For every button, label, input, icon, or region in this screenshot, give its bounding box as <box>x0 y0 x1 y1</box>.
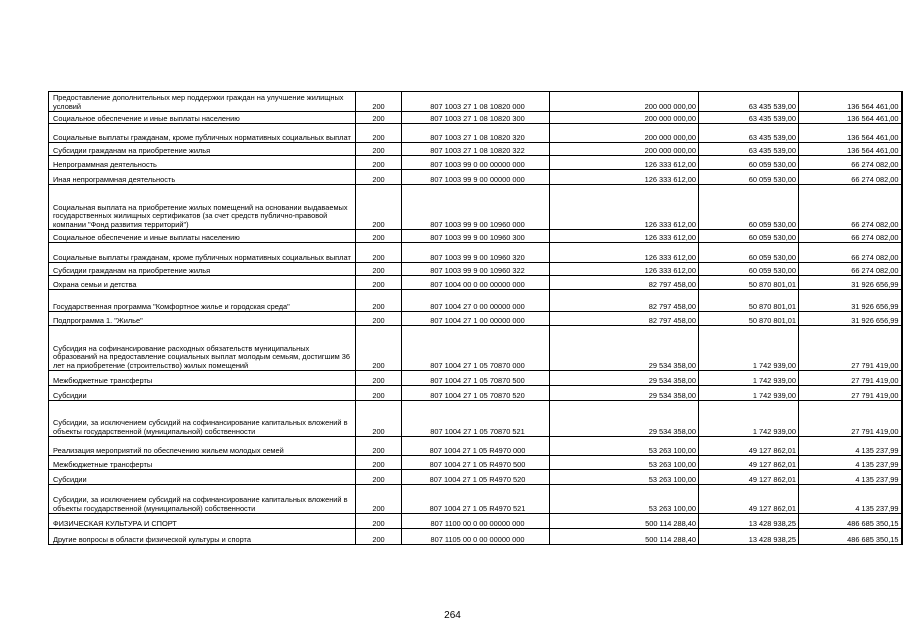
row-approved-amount-cell: 53 263 100,00 <box>550 485 699 514</box>
row-approved-amount-cell: 82 797 458,00 <box>550 312 699 326</box>
row-classification-code-cell: 807 1004 27 1 05 70870 520 <box>402 386 550 401</box>
row-approved-amount-cell: 126 333 612,00 <box>550 243 699 263</box>
row-classification-code-cell: 807 1004 27 1 05 R4970 520 <box>402 470 550 485</box>
row-name-cell: Межбюджетные трансферты <box>49 456 356 470</box>
row-name-cell: Субсидии <box>49 386 356 401</box>
row-name-cell: Реализация мероприятий по обеспечению жильем молодых семей <box>49 437 356 456</box>
table-row <box>49 485 902 514</box>
table-row <box>49 92 902 112</box>
row-unexecuted-amount-cell: 66 274 082,00 <box>799 263 902 276</box>
row-code-cell: 200 <box>356 401 402 437</box>
row-approved-amount-cell: 500 114 288,40 <box>550 529 699 545</box>
row-name-cell: Социальное обеспечение и иные выплаты населению <box>49 112 356 124</box>
row-code-cell: 200 <box>356 529 402 545</box>
row-unexecuted-amount-cell: 27 791 419,00 <box>799 371 902 386</box>
row-name-cell: Субсидии гражданам на приобретение жилья <box>49 263 356 276</box>
row-classification-code-cell: 807 1003 99 9 00 10960 322 <box>402 263 550 276</box>
row-unexecuted-amount-cell: 4 135 237,99 <box>799 470 902 485</box>
row-name-cell: Субсидии, за исключением субсидий на софинансирование капитальных вложений в объекты государственной (муниципальной) собственности <box>49 485 356 514</box>
row-code-cell: 200 <box>356 326 402 371</box>
row-classification-code-cell: 807 1003 27 1 08 10820 320 <box>402 124 550 143</box>
row-unexecuted-amount-cell: 66 274 082,00 <box>799 185 902 230</box>
table-row <box>49 437 902 456</box>
row-approved-amount-cell: 82 797 458,00 <box>550 276 699 290</box>
row-classification-code-cell: 807 1004 27 1 05 R4970 521 <box>402 485 550 514</box>
row-approved-amount-cell: 500 114 288,40 <box>550 514 699 529</box>
row-approved-amount-cell: 200 000 000,00 <box>550 124 699 143</box>
row-classification-code-cell: 807 1003 27 1 08 10820 300 <box>402 112 550 124</box>
row-classification-code-cell: 807 1004 27 1 05 70870 500 <box>402 371 550 386</box>
row-approved-amount-cell: 126 333 612,00 <box>550 170 699 185</box>
row-approved-amount-cell: 29 534 358,00 <box>550 386 699 401</box>
row-executed-amount-cell: 49 127 862,01 <box>699 437 799 456</box>
row-name-cell: Государственная программа "Комфортное жилье и городская среда" <box>49 290 356 312</box>
page-number: 264 <box>444 610 461 621</box>
row-unexecuted-amount-cell: 4 135 237,99 <box>799 456 902 470</box>
row-executed-amount-cell: 60 059 530,00 <box>699 263 799 276</box>
row-classification-code-cell: 807 1004 27 1 05 R4970 000 <box>402 437 550 456</box>
row-code-cell: 200 <box>356 470 402 485</box>
row-name-cell: Непрограммная деятельность <box>49 156 356 170</box>
row-approved-amount-cell: 126 333 612,00 <box>550 263 699 276</box>
row-approved-amount-cell: 82 797 458,00 <box>550 290 699 312</box>
row-unexecuted-amount-cell: 27 791 419,00 <box>799 326 902 371</box>
table-row <box>49 456 902 470</box>
row-unexecuted-amount-cell: 66 274 082,00 <box>799 230 902 243</box>
row-executed-amount-cell: 60 059 530,00 <box>699 243 799 263</box>
row-code-cell: 200 <box>356 371 402 386</box>
row-classification-code-cell: 807 1003 99 9 00 10960 000 <box>402 185 550 230</box>
row-name-cell: Иная непрограммная деятельность <box>49 170 356 185</box>
row-name-cell: Предоставление дополнительных мер поддержки граждан на улучшение жилищных условий <box>49 92 356 112</box>
row-executed-amount-cell: 60 059 530,00 <box>699 156 799 170</box>
row-unexecuted-amount-cell: 27 791 419,00 <box>799 386 902 401</box>
table-row <box>49 371 902 386</box>
row-approved-amount-cell: 53 263 100,00 <box>550 470 699 485</box>
row-name-cell: Охрана семьи и детства <box>49 276 356 290</box>
row-unexecuted-amount-cell: 66 274 082,00 <box>799 170 902 185</box>
table-row <box>49 386 902 401</box>
row-name-cell: Субсидии <box>49 470 356 485</box>
row-approved-amount-cell: 53 263 100,00 <box>550 456 699 470</box>
row-code-cell: 200 <box>356 92 402 112</box>
table-body <box>49 92 902 545</box>
row-classification-code-cell: 807 1003 99 9 00 00000 000 <box>402 170 550 185</box>
row-approved-amount-cell: 200 000 000,00 <box>550 92 699 112</box>
row-executed-amount-cell: 50 870 801,01 <box>699 290 799 312</box>
row-classification-code-cell: 807 1003 27 1 08 10820 322 <box>402 143 550 156</box>
table-row <box>49 276 902 290</box>
row-unexecuted-amount-cell: 486 685 350,15 <box>799 529 902 545</box>
row-code-cell: 200 <box>356 143 402 156</box>
row-classification-code-cell: 807 1004 27 0 00 00000 000 <box>402 290 550 312</box>
row-unexecuted-amount-cell: 31 926 656,99 <box>799 312 902 326</box>
table-row <box>49 326 902 371</box>
row-name-cell: Субсидия на софинансирование расходных обязательств муниципальных образований на предоставление социальных выплат молодым семьям, достигшим 36 лет на приобретение (строительство) жилых помещений <box>49 326 356 371</box>
row-unexecuted-amount-cell: 66 274 082,00 <box>799 156 902 170</box>
row-code-cell: 200 <box>356 230 402 243</box>
row-unexecuted-amount-cell: 136 564 461,00 <box>799 112 902 124</box>
row-approved-amount-cell: 29 534 358,00 <box>550 371 699 386</box>
row-unexecuted-amount-cell: 4 135 237,99 <box>799 485 902 514</box>
row-executed-amount-cell: 1 742 939,00 <box>699 401 799 437</box>
row-executed-amount-cell: 49 127 862,01 <box>699 470 799 485</box>
row-code-cell: 200 <box>356 263 402 276</box>
row-executed-amount-cell: 50 870 801,01 <box>699 276 799 290</box>
row-code-cell: 200 <box>356 312 402 326</box>
row-unexecuted-amount-cell: 27 791 419,00 <box>799 401 902 437</box>
row-classification-code-cell: 807 1003 27 1 08 10820 000 <box>402 92 550 112</box>
row-name-cell: Подпрограмма 1. "Жилье" <box>49 312 356 326</box>
row-code-cell: 200 <box>356 290 402 312</box>
row-name-cell: Субсидии гражданам на приобретение жилья <box>49 143 356 156</box>
row-classification-code-cell: 807 1003 99 9 00 10960 300 <box>402 230 550 243</box>
row-name-cell: Социальное обеспечение и иные выплаты населению <box>49 230 356 243</box>
row-executed-amount-cell: 13 428 938,25 <box>699 529 799 545</box>
row-classification-code-cell: 807 1004 27 1 05 R4970 500 <box>402 456 550 470</box>
table-row <box>49 156 902 170</box>
row-approved-amount-cell: 200 000 000,00 <box>550 112 699 124</box>
row-executed-amount-cell: 63 435 539,00 <box>699 124 799 143</box>
row-unexecuted-amount-cell: 31 926 656,99 <box>799 290 902 312</box>
row-name-cell: Другие вопросы в области физической культуры и спорта <box>49 529 356 545</box>
row-classification-code-cell: 807 1004 00 0 00 00000 000 <box>402 276 550 290</box>
row-executed-amount-cell: 1 742 939,00 <box>699 326 799 371</box>
row-unexecuted-amount-cell: 136 564 461,00 <box>799 92 902 112</box>
row-code-cell: 200 <box>356 170 402 185</box>
row-classification-code-cell: 807 1100 00 0 00 00000 000 <box>402 514 550 529</box>
table-row <box>49 185 902 230</box>
row-executed-amount-cell: 50 870 801,01 <box>699 312 799 326</box>
row-code-cell: 200 <box>356 124 402 143</box>
row-code-cell: 200 <box>356 514 402 529</box>
table-row <box>49 230 902 243</box>
row-code-cell: 200 <box>356 386 402 401</box>
row-name-cell: Социальные выплаты гражданам, кроме публичных нормативных социальных выплат <box>49 243 356 263</box>
row-executed-amount-cell: 13 428 938,25 <box>699 514 799 529</box>
row-approved-amount-cell: 29 534 358,00 <box>550 401 699 437</box>
row-name-cell: Субсидии, за исключением субсидий на софинансирование капитальных вложений в объекты государственной (муниципальной) собственности <box>49 401 356 437</box>
row-name-cell: Социальные выплаты гражданам, кроме публичных нормативных социальных выплат <box>49 124 356 143</box>
table-row <box>49 170 902 185</box>
table-row <box>49 529 902 545</box>
row-unexecuted-amount-cell: 136 564 461,00 <box>799 143 902 156</box>
budget-execution-table <box>48 91 903 545</box>
row-unexecuted-amount-cell: 4 135 237,99 <box>799 437 902 456</box>
row-executed-amount-cell: 63 435 539,00 <box>699 112 799 124</box>
row-executed-amount-cell: 1 742 939,00 <box>699 371 799 386</box>
row-name-cell: Социальная выплата на приобретение жилых помещений на основании выдаваемых государственных жилищных сертификатов (за счет средств публично-правовой компании "Фонд развития территорий") <box>49 185 356 230</box>
row-classification-code-cell: 807 1105 00 0 00 00000 000 <box>402 529 550 545</box>
row-executed-amount-cell: 60 059 530,00 <box>699 230 799 243</box>
table-row <box>49 312 902 326</box>
table-row <box>49 401 902 437</box>
row-code-cell: 200 <box>356 456 402 470</box>
table-row <box>49 263 902 276</box>
row-unexecuted-amount-cell: 136 564 461,00 <box>799 124 902 143</box>
row-executed-amount-cell: 63 435 539,00 <box>699 143 799 156</box>
row-unexecuted-amount-cell: 66 274 082,00 <box>799 243 902 263</box>
row-approved-amount-cell: 29 534 358,00 <box>550 326 699 371</box>
table-row <box>49 514 902 529</box>
row-approved-amount-cell: 126 333 612,00 <box>550 185 699 230</box>
row-classification-code-cell: 807 1004 27 1 05 70870 521 <box>402 401 550 437</box>
row-name-cell: Межбюджетные трансферты <box>49 371 356 386</box>
row-approved-amount-cell: 53 263 100,00 <box>550 437 699 456</box>
table-row <box>49 143 902 156</box>
row-executed-amount-cell: 1 742 939,00 <box>699 386 799 401</box>
row-executed-amount-cell: 63 435 539,00 <box>699 92 799 112</box>
row-executed-amount-cell: 60 059 530,00 <box>699 170 799 185</box>
row-code-cell: 200 <box>356 112 402 124</box>
row-code-cell: 200 <box>356 243 402 263</box>
row-code-cell: 200 <box>356 185 402 230</box>
row-executed-amount-cell: 60 059 530,00 <box>699 185 799 230</box>
row-approved-amount-cell: 126 333 612,00 <box>550 156 699 170</box>
row-unexecuted-amount-cell: 31 926 656,99 <box>799 276 902 290</box>
table-row <box>49 290 902 312</box>
row-classification-code-cell: 807 1003 99 9 00 10960 320 <box>402 243 550 263</box>
row-code-cell: 200 <box>356 156 402 170</box>
row-executed-amount-cell: 49 127 862,01 <box>699 485 799 514</box>
row-unexecuted-amount-cell: 486 685 350,15 <box>799 514 902 529</box>
row-approved-amount-cell: 200 000 000,00 <box>550 143 699 156</box>
row-executed-amount-cell: 49 127 862,01 <box>699 456 799 470</box>
row-classification-code-cell: 807 1004 27 1 05 70870 000 <box>402 326 550 371</box>
row-code-cell: 200 <box>356 276 402 290</box>
table-row <box>49 112 902 124</box>
table-row <box>49 124 902 143</box>
row-approved-amount-cell: 126 333 612,00 <box>550 230 699 243</box>
row-name-cell: ФИЗИЧЕСКАЯ КУЛЬТУРА И СПОРТ <box>49 514 356 529</box>
row-code-cell: 200 <box>356 485 402 514</box>
row-code-cell: 200 <box>356 437 402 456</box>
table-row <box>49 243 902 263</box>
table-row <box>49 470 902 485</box>
row-classification-code-cell: 807 1003 99 0 00 00000 000 <box>402 156 550 170</box>
row-classification-code-cell: 807 1004 27 1 00 00000 000 <box>402 312 550 326</box>
